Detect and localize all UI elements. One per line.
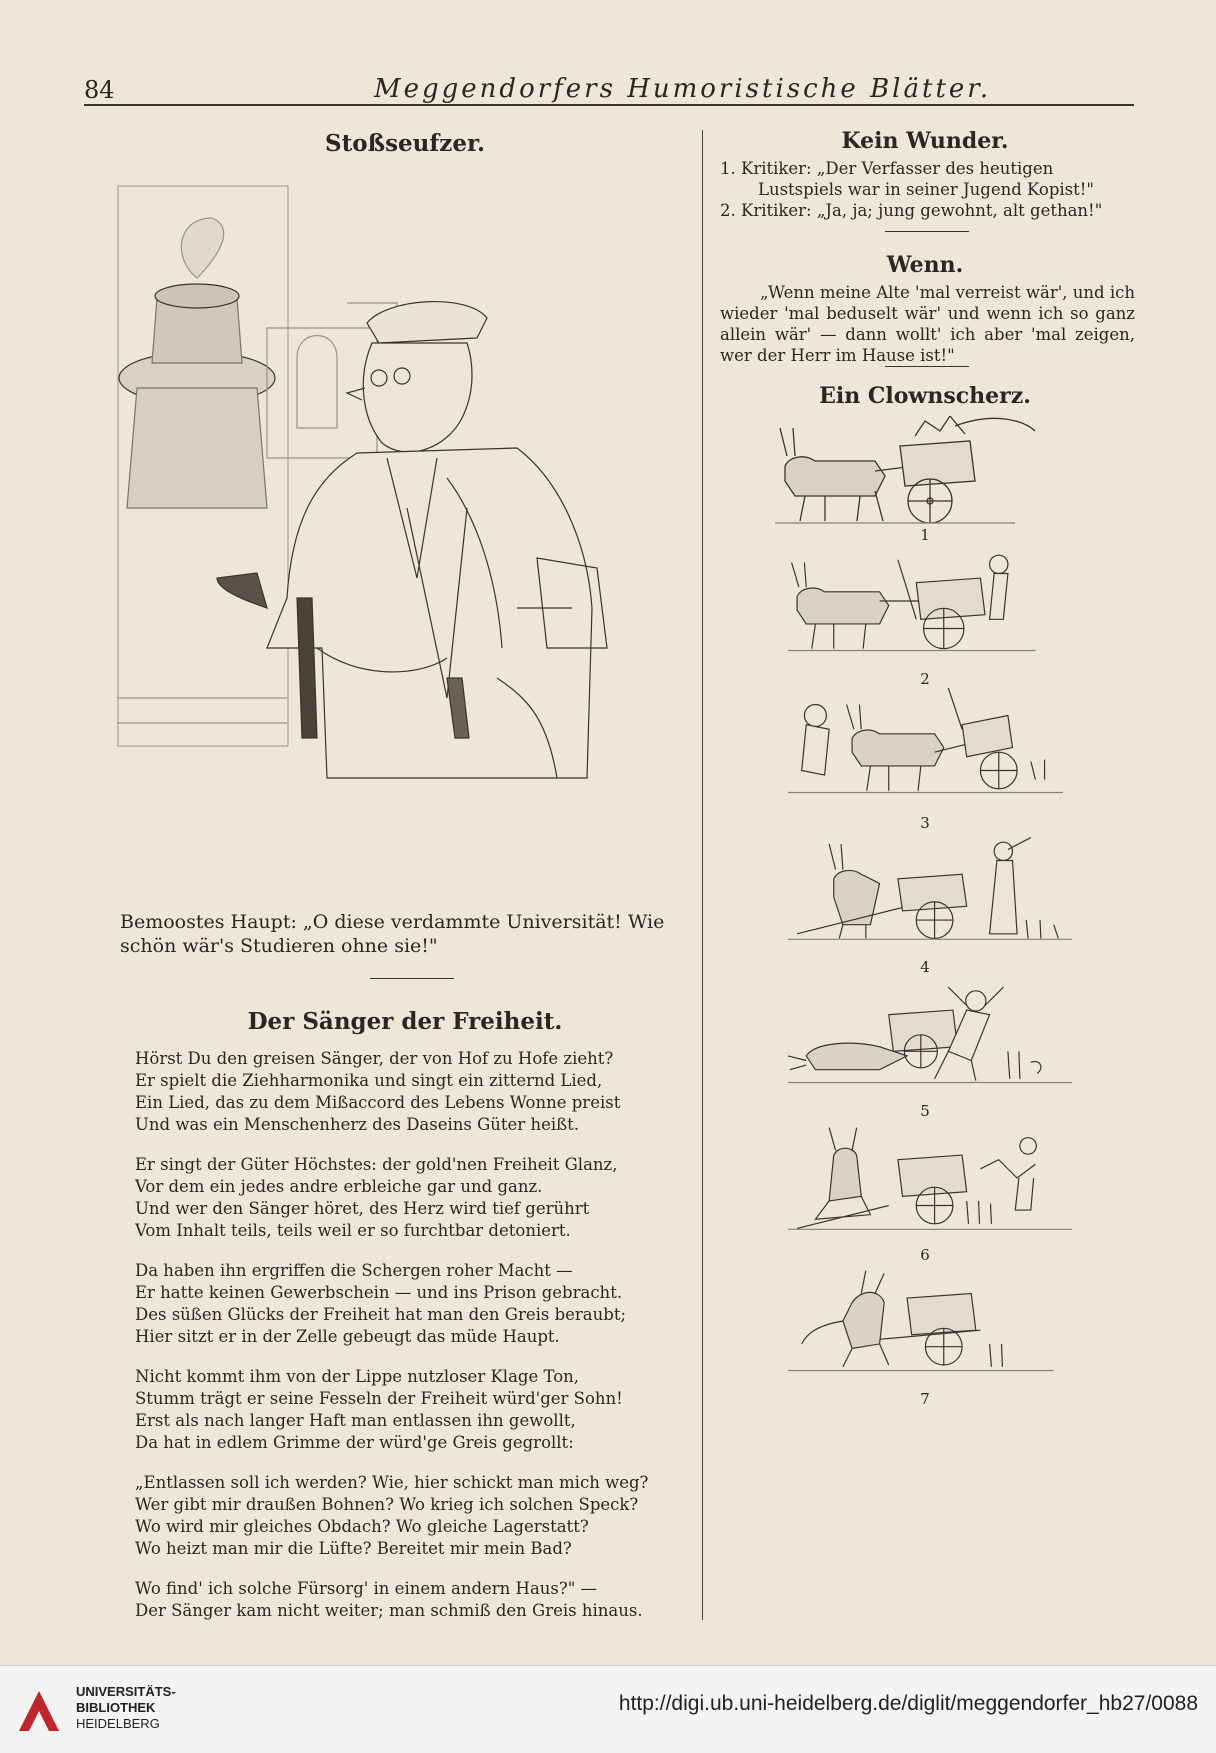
poem-stanza [135, 1048, 735, 1136]
poem-line: Und wer den Sänger höret, des Herz wird tief gerührt [135, 1199, 590, 1218]
university-library-logo [14, 1686, 64, 1736]
panel-number: 6 [920, 1246, 930, 1264]
section-divider [885, 231, 969, 232]
poem-line: Vom Inhalt teils, teils weil er so furchtbar detoniert. [135, 1221, 571, 1240]
poem-line: Er hatte keinen Gewerbschein — und ins Prison gebracht. [135, 1283, 623, 1302]
library-name-line: UNIVERSITÄTS- [76, 1684, 176, 1699]
student-illustration [117, 178, 641, 810]
stossseufzer-caption: Bemoostes Haupt: „O diese verdammte Universität! Wie schön wär's Studieren ohne sie!" [120, 911, 665, 957]
clownscherz-title: Ein Clownscherz. [819, 383, 1031, 409]
poem-line: Wo heizt man mir die Lüfte? Bereitet mir mein Bad? [135, 1539, 572, 1558]
panel-number: 2 [920, 670, 930, 688]
poem-line: Wo wird mir gleiches Obdach? Wo gleiche Lagerstatt? [135, 1517, 589, 1536]
poem-stanza [135, 1154, 735, 1242]
wenn-title: Wenn. [886, 252, 964, 278]
kritiker-line: 1. Kritiker: „Der Verfasser des heutigen Lustspiels war in seiner Jugend Kopist!" [720, 159, 1094, 199]
poem-stanza [135, 1472, 735, 1560]
clown-panel-illustration [765, 1123, 1095, 1233]
saenger-title: Der Sänger der Freiheit. [247, 1008, 563, 1035]
poem-line: Nicht kommt ihm von der Lippe nutzloser Klage Ton, [135, 1367, 580, 1386]
poem-line: Da hat in edlem Grimme der würd'ge Greis gegrollt: [135, 1433, 574, 1452]
poem-line: Des süßen Glücks der Freiheit hat man den Greis beraubt; [135, 1305, 627, 1324]
poem-stanza [135, 1366, 735, 1454]
poem-stanza [135, 1578, 735, 1622]
clown-panel-illustration [765, 1266, 1095, 1376]
poem-line: Ein Lied, das zu dem Mißaccord des Lebens Wonne preist [135, 1093, 621, 1112]
panel-number: 7 [920, 1390, 930, 1408]
poem-stanza [135, 1260, 735, 1348]
poem-line: Und was ein Menschenherz des Daseins Güter heißt. [135, 1115, 580, 1134]
panel-number: 1 [920, 526, 930, 544]
library-name-line: BIBLIOTHEK [76, 1700, 156, 1715]
poem-line: Er singt der Güter Höchstes: der gold'nen Freiheit Glanz, [135, 1155, 618, 1174]
library-footer [0, 1665, 1216, 1753]
poem-line: Hier sitzt er in der Zelle gebeugt das müde Haupt. [135, 1327, 560, 1346]
kein-wunder-title: Kein Wunder. [841, 128, 1009, 154]
digital-copy-url[interactable]: http://digi.ub.uni-heidelberg.de/diglit/meggendorfer_hb27/0088 [618, 1692, 1198, 1715]
page-number: 84 [84, 76, 115, 104]
clown-panel-illustration [765, 416, 1095, 526]
poem-line: Der Sänger kam nicht weiter; man schmiß den Greis hinaus. [135, 1601, 643, 1620]
header-rule [84, 104, 1134, 106]
library-name [76, 1684, 176, 1732]
clown-panel-illustration [765, 546, 1095, 656]
poem-line: Wo find' ich solche Fürsorg' in einem andern Haus?" — [135, 1579, 598, 1598]
panel-number: 3 [920, 814, 930, 832]
panel-number: 4 [920, 958, 930, 976]
poem-line: „Entlassen soll ich werden? Wie, hier schickt man mich weg? [135, 1473, 649, 1492]
clown-panel-illustration [765, 688, 1095, 798]
section-divider [885, 366, 969, 367]
poem-line: Stumm trägt er seine Fesseln der Freiheit würd'ger Sohn! [135, 1389, 623, 1408]
journal-title: Meggendorfers Humoristische Blätter. [374, 74, 992, 104]
section-divider [370, 978, 454, 979]
stossseufzer-title: Stoßseufzer. [325, 130, 485, 157]
poem-line: Er spielt die Ziehharmonika und singt ein zitternd Lied, [135, 1071, 603, 1090]
library-name-line: HEIDELBERG [76, 1716, 160, 1731]
poem-line: Da haben ihn ergriffen die Schergen roher Macht — [135, 1261, 573, 1280]
clown-panel-illustration [765, 833, 1095, 943]
poem-line: Wer gibt mir draußen Bohnen? Wo krieg ich solchen Speck? [135, 1495, 639, 1514]
saenger-poem [135, 1048, 735, 1640]
poem-line: Erst als nach langer Haft man entlassen ihn gewollt, [135, 1411, 576, 1430]
kritiker-dialogue [720, 158, 1135, 221]
clown-panel-illustration [765, 978, 1095, 1088]
panel-number: 5 [920, 1102, 930, 1120]
kritiker-line: 2. Kritiker: „Ja, ja; jung gewohnt, alt gethan!" [720, 201, 1103, 220]
poem-line: Vor dem ein jedes andre erbleiche gar und ganz. [135, 1177, 543, 1196]
poem-line: Hörst Du den greisen Sänger, der von Hof zu Hofe zieht? [135, 1049, 614, 1068]
wenn-text: „Wenn meine Alte 'mal verreist wär', und ich wieder 'mal beduselt wär' und wenn ich so ganz allein wär' — dann wollt' ich aber 'mal zeigen, wer der Herr im Hause ist!" [720, 283, 1135, 365]
